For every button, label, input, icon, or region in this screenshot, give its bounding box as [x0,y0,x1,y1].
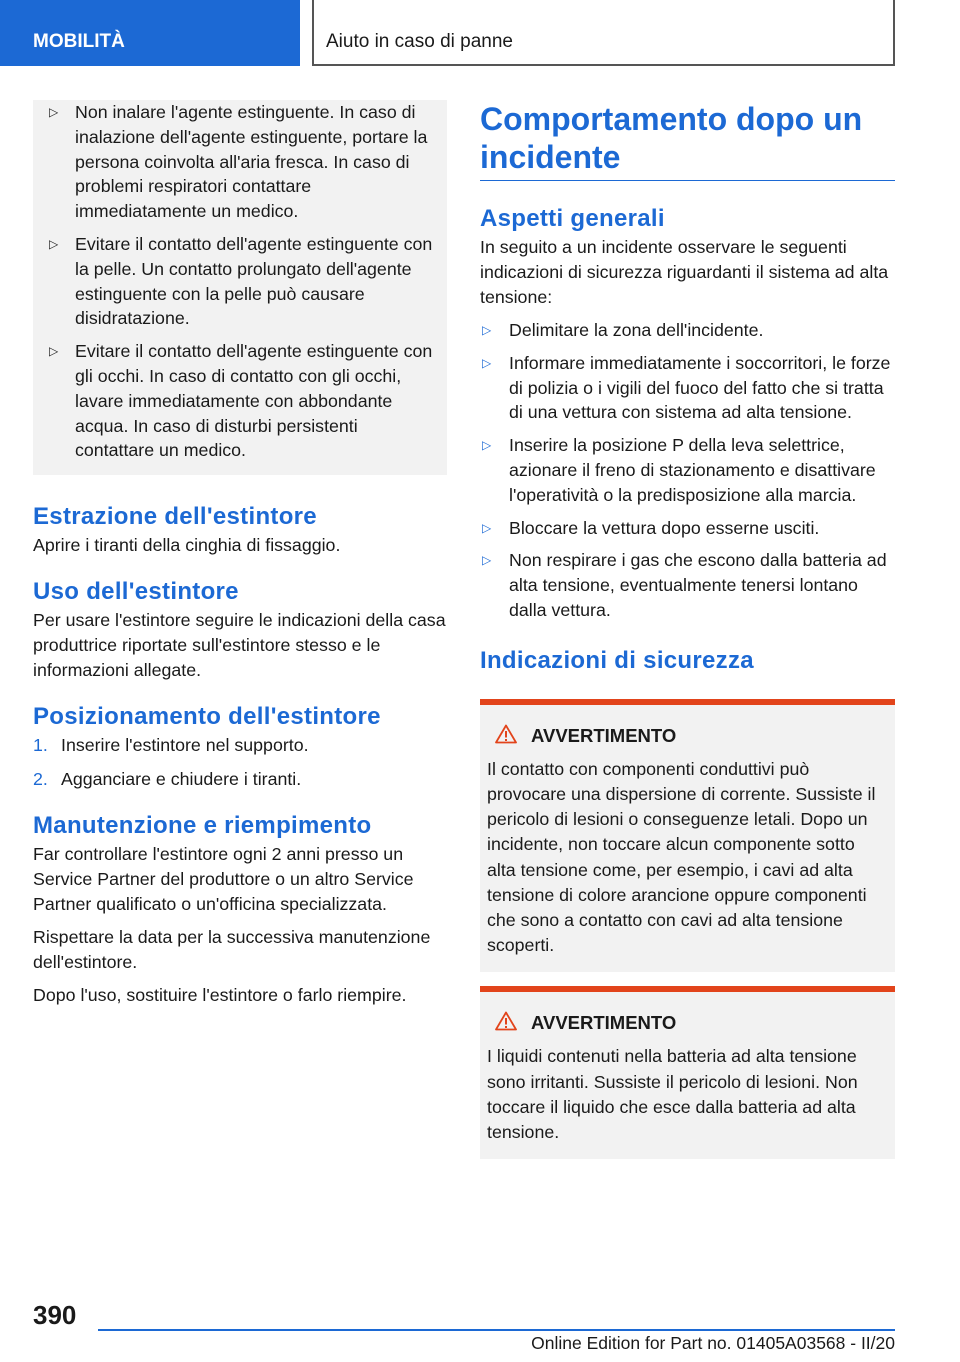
step-number: 2. [33,769,48,790]
list-item [480,318,895,343]
list-item [480,351,895,425]
precautions-box [33,100,447,475]
list-item [33,339,447,463]
warning-label: AVVERTIMENTO [531,724,677,746]
right-column [480,100,895,1159]
warning-box [480,986,895,1159]
step-item [33,767,447,792]
general-list [480,318,895,623]
positioning-heading: Posizionamento dell'estintore [33,703,381,731]
triangle-bullet-icon: ▷ [49,236,59,251]
warning-header [487,1010,887,1038]
triangle-bullet-icon: ▷ [482,520,492,535]
list-item-text: Evitare il contatto dell'agente estinguente con la pelle. Un contatto prolungato dell'agente estinguente con la pelle può causare disidratazione. [75,233,433,329]
triangle-bullet-icon: ▷ [49,105,59,119]
header-chapter: Aiuto in caso di panne [312,0,895,66]
page-title: Comportamento dopo un incidente [480,100,895,181]
step-item [33,733,447,758]
step-text: Inserire l'estintore nel supporto. [61,735,309,756]
list-item [480,516,895,541]
usage-heading: Uso dell'estintore [33,578,239,606]
list-item-text: Delimitare la zona dell'incidente. [509,320,764,340]
general-intro: In seguito a un incidente osservare le seguenti indicazioni di sicurezza riguardanti il sistema ad alta tensione: [480,237,889,307]
footer-divider [98,1329,895,1331]
triangle-bullet-icon: ▷ [49,344,59,359]
list-item [33,100,447,224]
header-section: MOBILITÀ [0,0,300,66]
warning-text: I liquidi contenuti nella batteria ad alta tensione sono irritanti. Sussiste il pericolo di lesioni. Non toccare il liquido che esce dalla batteria ad alta tensione. [487,1046,858,1142]
list-item-text: Informare immediatamente i soccorritori, le forze di polizia o i vigili del fuoco del fatto che si tratta di una vettura con sistema ad alta tensione. [509,352,891,423]
maintenance-text-1: Far controllare l'estintore ogni 2 anni presso un Service Partner del produttore o un altro Service Partner qualificato o un'officina specializzata. [33,844,414,915]
extraction-text: Aprire i tiranti della cinghia di fissaggio. [33,535,341,556]
maintenance-text-2: Rispettare la data per la successiva manutenzione dell'estintore. [33,927,431,973]
list-item [480,548,895,622]
list-item-text: Non respirare i gas che escono dalla batteria ad alta tensione, eventualmente tenersi lontano dalla vettura. [509,550,887,620]
warning-header [487,723,887,751]
triangle-bullet-icon: ▷ [482,438,492,453]
warning-triangle-icon [495,724,517,751]
triangle-bullet-icon: ▷ [482,553,492,568]
step-text: Agganciare e chiudere i tiranti. [61,769,302,790]
list-item-text: Inserire la posizione P della leva selettrice, azionare il freno di stazionamento e disattivare l'operatività o la predisposizione alla marcia. [509,435,876,505]
triangle-bullet-icon: ▷ [482,355,492,370]
maintenance-heading: Manutenzione e riempimento [33,812,372,840]
step-number: 1. [33,735,48,756]
safety-heading: Indicazioni di sicurezza [480,646,754,674]
list-item-text: Non inalare l'agente estinguente. In caso di inalazione dell'agente estinguente, portare la persona coinvolta all'aria fresca. In caso di problemi respiratori contattare immediatamente un medico. [75,102,428,222]
list-item [480,433,895,507]
warning-label: AVVERTIMENTO [531,1012,677,1034]
extraction-heading: Estrazione dell'estintore [33,503,317,531]
warning-text: Il contatto con componenti conduttivi può provocare una dispersione di corrente. Sussiste il pericolo di lesioni o conseguenze letali. Dopo un incidente, non toccare alcun componente sotto alta tensione come, per esempio, i cavi ad alta tensione di colore arancione oppure componenti che sono a contatto con cavi ad alta tensione scoperti. [487,758,876,956]
footer-edition: Online Edition for Part no. 01405A03568 - II/20 [531,1333,895,1353]
left-column [33,100,447,1016]
list-item [33,232,447,331]
triangle-bullet-icon: ▷ [482,323,492,337]
usage-text: Per usare l'estintore seguire le indicazioni della casa produttrice riportate sull'estintore stesso e le informazioni allegate. [33,610,446,681]
list-item-text: Evitare il contatto dell'agente estinguente con gli occhi. In caso di contatto con gli occhi, lavare immediatamente con abbondante acqua. In caso di disturbi persistenti contattare un medico. [75,341,433,461]
warning-box [480,699,895,973]
general-heading: Aspetti generali [480,205,665,232]
list-item-text: Bloccare la vettura dopo esserne usciti. [509,517,820,538]
warning-triangle-icon [495,1011,517,1038]
page-number: 390 [33,1300,77,1330]
maintenance-text-3: Dopo l'uso, sostituire l'estintore o farlo riempire. [33,985,407,1006]
